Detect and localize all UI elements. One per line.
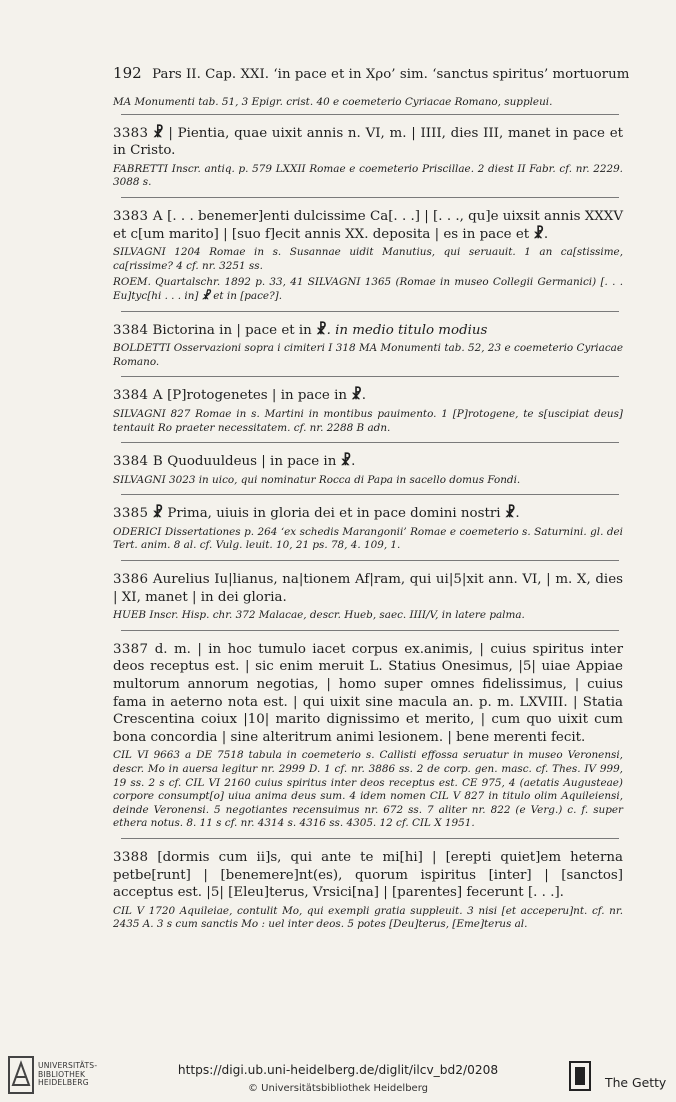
entry-number: 3384 (113, 322, 149, 338)
citation: ODERICI Dissertationes p. 264 ‘ex schedis Marangonii’ Romae e coemeterio s. Saturnini. gl. dei Tert. anim. 8 al. cf. Vulg. leuit. 10, 21 ps. 78, 4. 109, 1. (113, 525, 623, 552)
chi-rho-icon: ☧ (316, 321, 327, 338)
citation: SILVAGNI 3023 in uico, qui nominatur Rocca di Papa in sacello domus Fondi. (113, 473, 521, 486)
entry-number: 3388 (113, 849, 149, 865)
copyright-text: © Universitätsbibliothek Heidelberg (247, 1083, 428, 1094)
entry-3384b (113, 453, 623, 495)
entry-3384 (113, 322, 623, 378)
citation: FABRETTI Inscr. antiq. p. 579 LXXII Romae e coemeterio Priscillae. 2 diest II Fabr. cf. nr. 2229. 3088 s. (113, 162, 623, 189)
entry-3383 (113, 125, 623, 198)
entry-number: 3386 (113, 572, 149, 588)
citation: SILVAGNI 827 Romae in s. Martini in montibus pauimento. 1 [P]rotogene, te s[uscipiat deus] tentauit Ro praeter necessitatem. cf. nr. 2288 B adn. (113, 407, 623, 434)
inscription-text: Bictorina in | pace et in (152, 322, 312, 338)
divider (121, 311, 619, 312)
entry-number: 3384 A (113, 388, 163, 404)
divider (121, 442, 619, 443)
inscription-text-end: . (515, 506, 520, 522)
citation: BOLDETTI Osservazioni sopra i cimiteri I 318 MA Monumenti tab. 52, 23 e coemeterio Cyriacae Romano. (113, 342, 623, 368)
citation: CIL VI 9663 a DE 7518 tabula in coemeterio s. Callisti effossa seruatur in museo Veronensi, descr. Mo in auersa legitur nr. 2999 D. 1 cf. nr. 3886 ss. 2 de corp. gen. masc. cf. Thes. IV 999, 19 ss. 2 s cf. CIL VI 2160 cuius spiritus inter deos receptus est. CE 975, 4 (aetatis Augusteae) corpore consumpt[o] uiua anima deus sum. 4 idem nomen CIL V 827 in titulo olim Aquileiensi, deinde Veronensi. 5 negotiantes recensuimus nr. 672 ss. 7 aliter nr. 822 (e Verg.) c. f. super ethera notus. 8. 11 s cf. nr. 4314 s. 4316 ss. 4305. 12 cf. CIL X 1951. (113, 749, 623, 830)
entry-number: 3383 A (113, 208, 163, 224)
library-name-line: BIBLIOTHEK (38, 1069, 86, 1079)
citation: HUEB Inscr. Hisp. chr. 372 Malacae, descr. Hueb, saec. IIII/V, in latere palma. (113, 609, 525, 622)
entry-3387 (113, 641, 623, 839)
citation: CIL V 1720 Aquileiae, contulit Mo, qui exempli gratia suppleuit. 3 nisi [et acceperu]nt. cf. nr. 2435 A. 3 s cum sanctis Mo : uel inter deos. 5 potes [Deu]terus, [Eme]terus al. (113, 904, 623, 931)
running-header (113, 64, 630, 82)
page-number: 192 (113, 64, 142, 82)
citation-2: ROEM. Quartalschr. 1892 p. 33, 41 SILVAGNI 1365 (Romae in museo Collegii Germanici) [. . . Eu]tyc[hi . . . in] (113, 276, 623, 302)
chi-rho-icon: ☧ (351, 387, 362, 404)
divider (121, 494, 619, 495)
entry-number: 3383 (113, 125, 149, 141)
divider (121, 197, 619, 198)
divider (121, 114, 619, 115)
entry-number: 3385 (113, 506, 149, 522)
divider (121, 560, 619, 561)
chi-rho-icon: ☧ (153, 124, 164, 141)
divider (121, 630, 619, 631)
inscription-text: Prima, uiuis in gloria dei et in pace domini nostri (167, 506, 501, 522)
running-title: Pars II. Cap. XXI. ‘in pace et in Xρo’ sim. ‘sanctus spiritus’ mortuorum (152, 67, 630, 82)
library-name-line: HEIDELBERG (38, 1078, 89, 1088)
chi-rho-icon: ☧ (533, 225, 544, 242)
inscription-text-end: . (543, 226, 549, 242)
entry-3385 (113, 505, 623, 561)
entry-number: 3384 B (113, 454, 163, 470)
entry-3384a (113, 387, 623, 443)
chi-rho-icon: ☧ (201, 289, 210, 302)
intro-note: MA Monumenti tab. 51, 3 Epigr. crist. 40 e coemeterio Cyriacae Romano, suppleui. (113, 96, 553, 108)
divider (121, 376, 619, 377)
entry-3388 (113, 849, 623, 932)
entry-3386 (113, 571, 623, 631)
inscription-text: Aurelius Iu|lianus, na|tionem Af|ram, qui ui|5|xit ann. VI, | m. X, dies | XI, manet | in dei gloria. (113, 572, 623, 605)
getty-logo-icon (569, 1061, 591, 1091)
inscription-text: [P]rotogenetes | in pace in (167, 388, 347, 404)
library-name-line: UNIVERSITÄTS- (38, 1061, 98, 1070)
divider (121, 838, 619, 839)
chi-rho-icon: ☧ (504, 505, 516, 522)
inscription-text: [. . . benemer]enti dulcissime Ca[. . .] | [. . ., qu]e uixsit annis XXXV et c[um marito] | [suo f]ecit annis XX. deposita | es in pace et (113, 208, 623, 242)
chi-rho-icon: ☧ (152, 505, 164, 522)
inscription-text: d. m. | in hoc tumulo iacet corpus ex.animis, | cuius spiritus inter deos receptus est. | sic enim meruit L. Statius Onesimus, |5| uiae Appiae multorum annorum negotias, | homo super omnes fidelissimus, | cuius fama in aeterno nota est. | qui uixit sine macula an. p. m. LXVIII. | Statia Crescentina coiux |10| marito dignissimo et merito, | cum quo uixit cum bona concordia | sine alteritrum animi lesionem. | bene merenti fecit. (113, 641, 623, 745)
entry-3383a (113, 208, 623, 312)
inscription-text-end: . (361, 388, 367, 404)
source-url-link[interactable]: https://digi.ub.uni-heidelberg.de/diglit/ilcv_bd2/0208 (177, 1063, 499, 1077)
inscription-text: | Pientia, quae uixit annis n. VI, m. | IIII, dies III, manet in pace et in Cristo. (113, 125, 624, 159)
page-content (113, 96, 623, 932)
inscription-text: Quoduuldeus | in pace in (167, 454, 337, 470)
entry-number: 3387 (113, 641, 149, 657)
inscription-text-end: . in medio titulo modius (326, 322, 488, 338)
citation: SILVAGNI 1204 Romae in s. Susannae uidit Manutius, qui seruauit. 1 an ca[stissime, ca[rissime? 4 cf. nr. 3251 ss. (113, 246, 623, 272)
inscription-text: [dormis cum ii]s, qui ante te mi[hi] | [erepti quiet]em heterna petbe[runt] | [benemere]nt(es), quorum ispiritus [inter] | [sanctos] acceptus est. |5| [Eleu]terus, Vrsici[na] | [parentes] fecerunt [. . .]. (113, 849, 623, 901)
getty-label: The Getty (605, 1075, 667, 1090)
inscription-text-end: . (351, 454, 356, 470)
citation-2-end: et in [pace?]. (213, 289, 282, 302)
chi-rho-icon: ☧ (340, 453, 352, 470)
